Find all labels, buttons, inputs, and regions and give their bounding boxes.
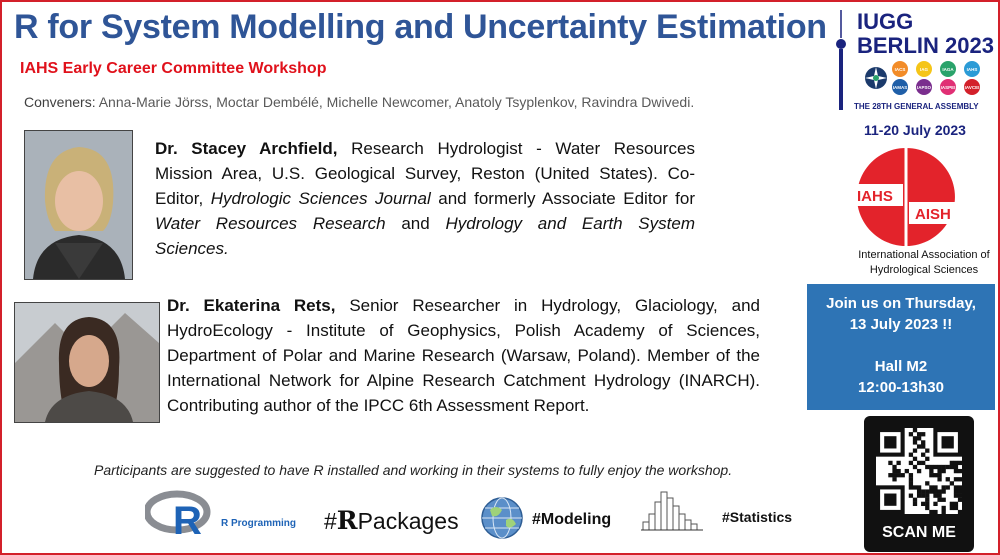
iugg-badge-label: IAMAS bbox=[892, 85, 908, 90]
iugg-association-badges bbox=[864, 60, 988, 96]
iugg-title bbox=[857, 10, 994, 58]
packages-label: Packages bbox=[357, 508, 459, 534]
speaker-1-bio bbox=[155, 136, 695, 261]
r-logo-icon bbox=[145, 490, 215, 540]
iugg-line1: IUGG bbox=[857, 9, 914, 34]
iahs-logo-icon bbox=[851, 144, 961, 250]
iugg-badge-label: IAG bbox=[919, 67, 929, 72]
join-date: 13 July 2023 !! bbox=[849, 316, 953, 333]
conveners-label: Conveners: bbox=[24, 94, 96, 110]
iugg-badge-label: IAHS bbox=[966, 67, 978, 72]
iahs-label: IAHS bbox=[857, 188, 893, 205]
modeling-tag: #Modeling bbox=[532, 511, 612, 528]
iugg-badge-label: IACS bbox=[894, 67, 906, 72]
speaker-2-bio bbox=[167, 293, 760, 418]
iugg-dates: 11-20 July 2023 bbox=[864, 122, 966, 138]
general-assembly-label: THE 28TH GENERAL ASSEMBLY bbox=[854, 102, 979, 111]
journal-name: Hydrologic Sciences Journal bbox=[210, 189, 431, 208]
iugg-line2: BERLIN 2023 bbox=[857, 33, 994, 58]
speaker-1-name: Dr. Stacey Archfield, bbox=[155, 139, 338, 158]
svg-text:R: R bbox=[173, 499, 202, 540]
participants-note: Participants are suggested to have R installed and working in their systems to fully enjoy the workshop. bbox=[94, 462, 733, 478]
tv-tower-icon bbox=[834, 10, 848, 110]
iugg-badge-label: IAPSO bbox=[916, 85, 932, 90]
r-letter: R bbox=[336, 506, 358, 535]
speaker-1-bio-text: and formerly Associate Editor for bbox=[430, 189, 696, 208]
join-hall: Hall M2 bbox=[874, 358, 928, 375]
iugg-badge-label: IAGA bbox=[942, 67, 954, 72]
iugg-badge-label: IAVCEI bbox=[964, 85, 980, 90]
join-time: 12:00-13h30 bbox=[858, 379, 944, 396]
speaker-1-photo bbox=[24, 130, 133, 280]
speaker-2-photo bbox=[14, 302, 160, 423]
hash-label: # bbox=[324, 508, 337, 534]
statistics-tag: #Statistics bbox=[722, 509, 793, 525]
speaker-1-bio-text: and bbox=[385, 214, 446, 233]
journal-name: Hydrology and Earth System Sciences. bbox=[155, 214, 695, 258]
portrait-icon bbox=[15, 303, 159, 422]
scan-me-label: SCAN ME bbox=[882, 524, 956, 541]
iugg-badge-label: IASPEI bbox=[940, 85, 956, 90]
conveners bbox=[24, 94, 694, 110]
r-programming-label: R Programming bbox=[221, 518, 297, 529]
journal-name: Water Resources Research bbox=[155, 214, 386, 233]
speaker-2-bio-text: Senior Researcher in Hydrology, Glaciology, and HydroEcology - Institute of Geophysics, Polish Academy of Sciences, Department of Polar and Marine Research (Warsaw, Poland). Member of the International Network for Alpine Research Catchment Hydrology (INARCH). Contributing author of the IPCC 6th Assessment Report. bbox=[167, 296, 760, 415]
qr-code[interactable] bbox=[864, 416, 974, 552]
rpackages-tag bbox=[324, 506, 459, 535]
poster-subtitle: IAHS Early Career Committee Workshop bbox=[20, 60, 327, 77]
conveners-names: Anna-Marie Jörss, Moctar Dembélé, Michelle Newcomer, Anatoly Tsyplenkov, Ravindra Dwivedi. bbox=[95, 94, 695, 110]
aish-label: AISH bbox=[915, 206, 951, 223]
globe-icon bbox=[480, 496, 524, 540]
histogram-icon bbox=[639, 488, 705, 532]
iahs-full-name: International Association of Hydrological Sciences bbox=[858, 249, 990, 276]
portrait-icon bbox=[25, 131, 132, 279]
qr-code-icon[interactable] bbox=[876, 428, 962, 514]
join-line-1: Join us on Thursday, bbox=[826, 295, 976, 312]
speaker-2-name: Dr. Ekaterina Rets, bbox=[167, 296, 336, 315]
speaker-1-bio-text: Research Hydrologist - Water Resources Mission Area, U.S. Geological Survey, Reston (United States). Co-Editor, bbox=[155, 139, 695, 208]
join-info-box bbox=[807, 284, 995, 410]
poster-title: R for System Modelling and Uncertainty Estimation bbox=[14, 8, 827, 46]
